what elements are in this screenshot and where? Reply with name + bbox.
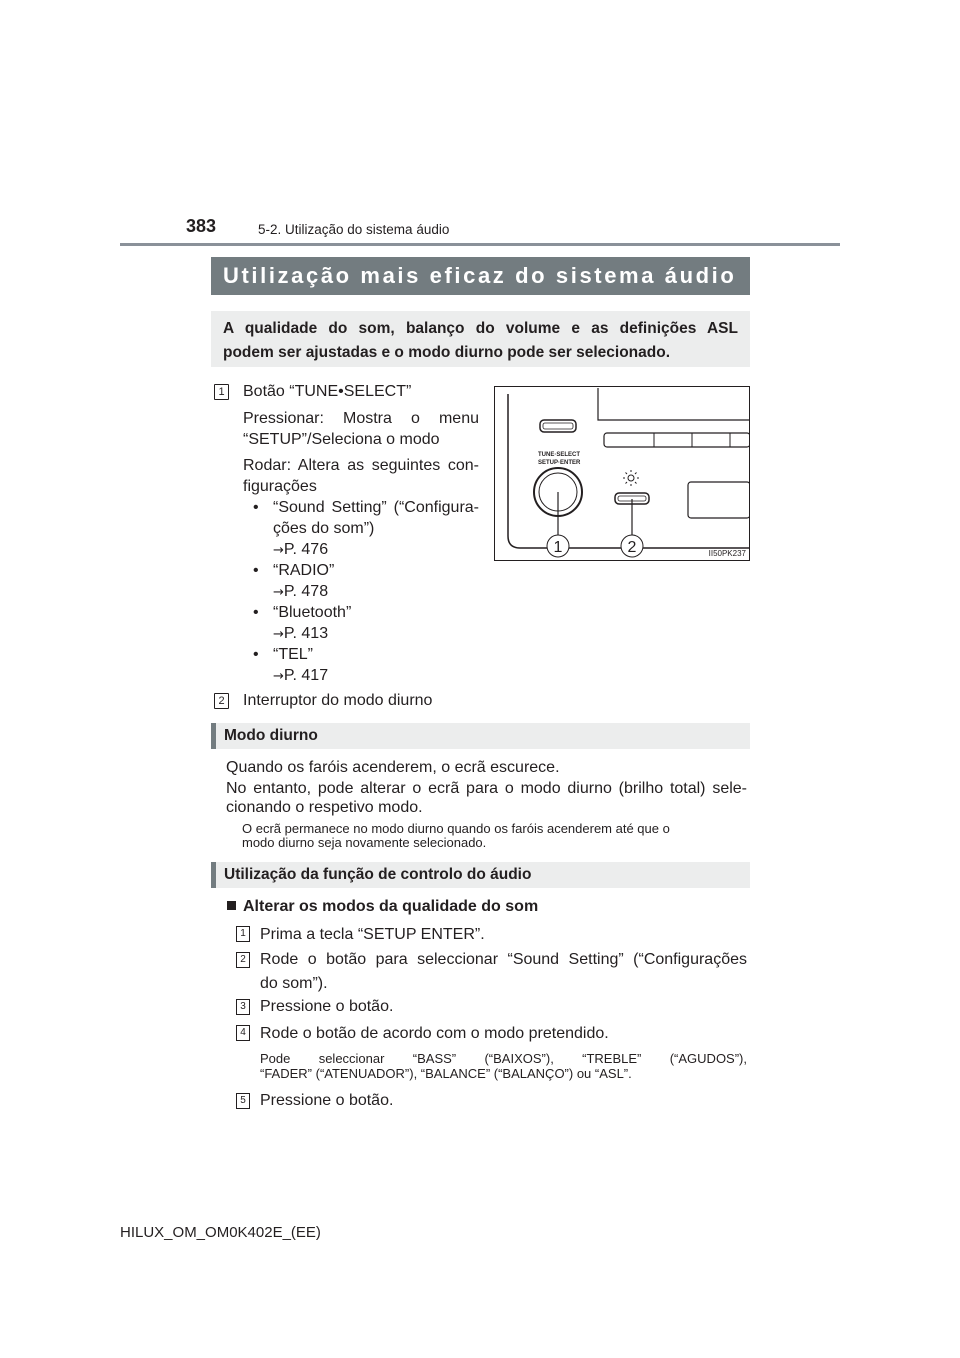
step-3-number: 3 bbox=[236, 999, 250, 1015]
audio-control-subheading bbox=[227, 896, 538, 917]
steps-note-line-2: “FADER” (“ATENUADOR”), “BALANCE” (“BALANÇO”) ou “ASL”. bbox=[260, 1066, 632, 1081]
step-4-text: Rode o botão de acordo com o modo pretendido. bbox=[260, 1025, 609, 1042]
bullet-4-ref[interactable] bbox=[273, 665, 328, 687]
page-number: 383 bbox=[186, 216, 217, 236]
step-1-text: Prima a tecla “SETUP ENTER”. bbox=[260, 926, 485, 943]
audio-panel-figure bbox=[494, 386, 750, 561]
item-1-number: 1 bbox=[214, 384, 229, 400]
figure-callout-2: 2 bbox=[627, 539, 637, 556]
item-2-number: 2 bbox=[214, 693, 229, 709]
bullet-2-ref[interactable] bbox=[273, 581, 328, 603]
arrow-icon: → bbox=[273, 627, 284, 642]
bullet-dot: • bbox=[253, 562, 259, 579]
arrow-icon: → bbox=[273, 585, 284, 600]
press-line-1: Pressionar: Mostra o menu bbox=[243, 410, 479, 427]
arrow-icon: → bbox=[273, 543, 284, 558]
ref-text: P. 417 bbox=[283, 667, 329, 684]
turn-line-1: Rodar: Altera as seguintes con- bbox=[243, 457, 479, 474]
step-2-line-1: Rode o botão para seleccionar “Sound Setting” (“Configurações bbox=[260, 951, 747, 968]
day-mode-p2-line-1: No entanto, pode alterar o ecrã para o modo diurno (brilho total) sele- bbox=[226, 780, 747, 797]
bullet-4-line-1: “TEL” bbox=[273, 646, 313, 663]
step-5-number: 5 bbox=[236, 1093, 250, 1109]
ref-text: P. 476 bbox=[283, 541, 329, 558]
knob-label-1: TUNE·SELECT bbox=[538, 452, 580, 458]
day-mode-p1: Quando os faróis acenderem, o ecrã escurece. bbox=[226, 759, 560, 776]
section-title: 5-2. Utilização do sistema áudio bbox=[258, 222, 450, 237]
day-mode-p2-line-2: cionando o respetivo modo. bbox=[226, 799, 423, 816]
press-line-2: “SETUP”/Seleciona o modo bbox=[243, 431, 440, 448]
bullet-3-ref[interactable] bbox=[273, 623, 328, 645]
square-bullet-icon bbox=[227, 901, 236, 910]
audio-control-heading: Utilização da função de controlo do áudio bbox=[211, 862, 750, 888]
footer-doc-id: HILUX_OM_OM0K402E_(EE) bbox=[120, 1224, 321, 1241]
page-title: Utilização mais eficaz do sistema áudio bbox=[211, 257, 750, 295]
figure-callout-1: 1 bbox=[553, 539, 563, 556]
bullet-dot: • bbox=[253, 499, 259, 516]
intro-box bbox=[211, 311, 750, 367]
figure-id: II50PK237 bbox=[708, 549, 746, 558]
step-2-number: 2 bbox=[236, 952, 250, 968]
ref-text: P. 478 bbox=[283, 583, 329, 600]
bullet-dot: • bbox=[253, 646, 259, 663]
step-1-number: 1 bbox=[236, 926, 250, 942]
bullet-2-line-1: “RADIO” bbox=[273, 562, 335, 579]
bullet-dot: • bbox=[253, 604, 259, 621]
turn-line-2: figurações bbox=[243, 478, 317, 495]
intro-line-1: A qualidade do som, balanço do volume e as definições ASL bbox=[223, 320, 738, 337]
bullet-3-line-1: “Bluetooth” bbox=[273, 604, 352, 621]
day-mode-note-line-2: modo diurno seja novamente selecionado. bbox=[242, 835, 487, 850]
day-mode-note-line-1: O ecrã permanece no modo diurno quando os faróis acenderem até que o bbox=[242, 821, 670, 836]
step-4-number: 4 bbox=[236, 1025, 250, 1041]
bullet-1-line-1: “Sound Setting” (“Configura- bbox=[273, 499, 479, 516]
step-2-line-2: do som”). bbox=[260, 975, 328, 992]
steps-note-line-1: Pode seleccionar “BASS” (“BAIXOS”), “TREBLE” (“AGUDOS”), bbox=[260, 1051, 747, 1066]
step-3-text: Pressione o botão. bbox=[260, 998, 394, 1015]
arrow-icon: → bbox=[273, 669, 284, 684]
step-5-text: Pressione o botão. bbox=[260, 1092, 394, 1109]
day-mode-heading: Modo diurno bbox=[211, 723, 750, 749]
header-rule bbox=[120, 243, 840, 246]
intro-line-2: podem ser ajustadas e o modo diurno pode ser selecionado. bbox=[223, 344, 671, 361]
bullet-1-line-2: ções do som”) bbox=[273, 520, 375, 537]
knob-label-2: SETUP·ENTER bbox=[538, 460, 581, 466]
item-2-label: Interruptor do modo diurno bbox=[243, 692, 433, 709]
item-1-label: Botão “TUNE•SELECT” bbox=[243, 383, 412, 400]
subheading-text: Alterar os modos da qualidade do som bbox=[243, 898, 539, 915]
bullet-1-ref[interactable] bbox=[273, 539, 328, 561]
ref-text: P. 413 bbox=[283, 625, 329, 642]
